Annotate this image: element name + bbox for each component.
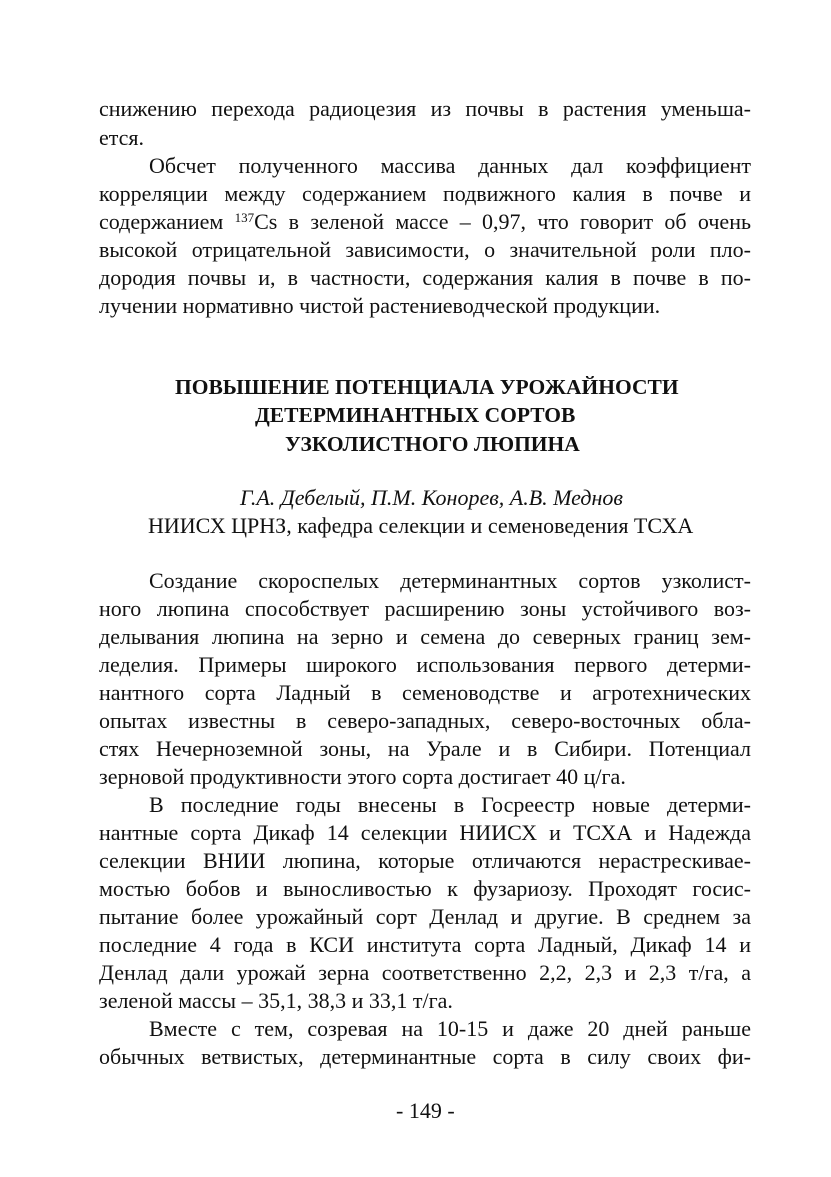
article-title-line-1: ПОВЫШЕНИЕ ПОТЕНЦИАЛА УРОЖАЙНОСТИ [175,375,679,399]
text-line: обычных ветвистых, детерминантные сорта в силу своих фи- [99,1044,751,1069]
text-line: последние 4 года в КСИ института сорта Ладный, Дикаф 14 и [99,932,751,957]
text-line: опытах известны в северо-западных, северо-восточных обла- [99,708,751,733]
text-line: Денлад дали урожай зерна соответственно 2,2, 2,3 и 2,3 т/га, а [99,960,751,985]
text-line-with-superscript [99,208,751,236]
text-line: нантные сорта Дикаф 14 селекции НИИСХ и ТСХА и Надежда [99,820,751,845]
text-line: В последние годы внесены в Госреестр новые детерми- [149,792,751,817]
article-title-line-2: ДЕТЕРМИНАНТНЫХ СОРТОВ [255,403,576,427]
affiliation: НИИСХ ЦРНЗ, кафедра селекции и семеноведения ТСХА [148,513,694,538]
cesium-isotope [235,209,751,234]
isotope-superscript: 137 [234,210,255,225]
text-line: селекции ВНИИ люпина, которые отличаются нерастрескивае- [99,848,751,873]
text-line: зеленой массы – 35,1, 38,3 и 33,1 т/га. [99,988,453,1013]
text-fragment: Cs в зеленой массе – 0,97, что говорит об очень [254,209,751,234]
text-line: лучении нормативно чистой растениеводческой продукции. [99,293,661,318]
text-line: нантного сорта Ладный в семеноводстве и агротехнических [99,680,751,705]
text-line: ется. [99,125,145,150]
text-line: пытание более урожайный сорт Денлад и другие. В среднем за [99,904,751,929]
page-number: - 149 - [396,1098,455,1123]
article-title-line-3: УЗКОЛИСТНОГО ЛЮПИНА [285,432,580,456]
text-line: Создание скороспелых детерминантных сортов узколист- [149,568,751,593]
text-line: корреляции между содержанием подвижного калия в почве и [99,181,751,206]
text-line: зерновой продуктивности этого сорта достигает 40 ц/га. [99,764,626,789]
text-line: мостью бобов и выносливостью к фузариозу. Проходят госис- [99,876,751,901]
text-line: стях Нечерноземной зоны, на Урале и в Сибири. Потенциал [99,736,751,761]
text-line: Обсчет полученного массива данных дал коэффициент [149,153,751,178]
text-line: снижению перехода радиоцезия из почвы в растения уменьша- [99,96,751,121]
text-line: делывания люпина на зерно и семена до северных границ зем- [99,624,751,649]
text-line: высокой отрицательной зависимости, о значительной роли пло- [99,237,751,262]
text-fragment: содержанием [99,209,235,234]
text-line: Вместе с тем, созревая на 10-15 и даже 20 дней раньше [149,1016,751,1041]
text-line: ного люпина способствует расширению зоны устойчивого воз- [99,596,751,621]
text-line: леделия. Примеры широкого использования первого детерми- [99,652,751,677]
authors: Г.А. Дебелый, П.М. Конорев, А.В. Меднов [240,485,623,510]
text-line: дородия почвы и, в частности, содержания калия в почве в по- [99,265,751,290]
